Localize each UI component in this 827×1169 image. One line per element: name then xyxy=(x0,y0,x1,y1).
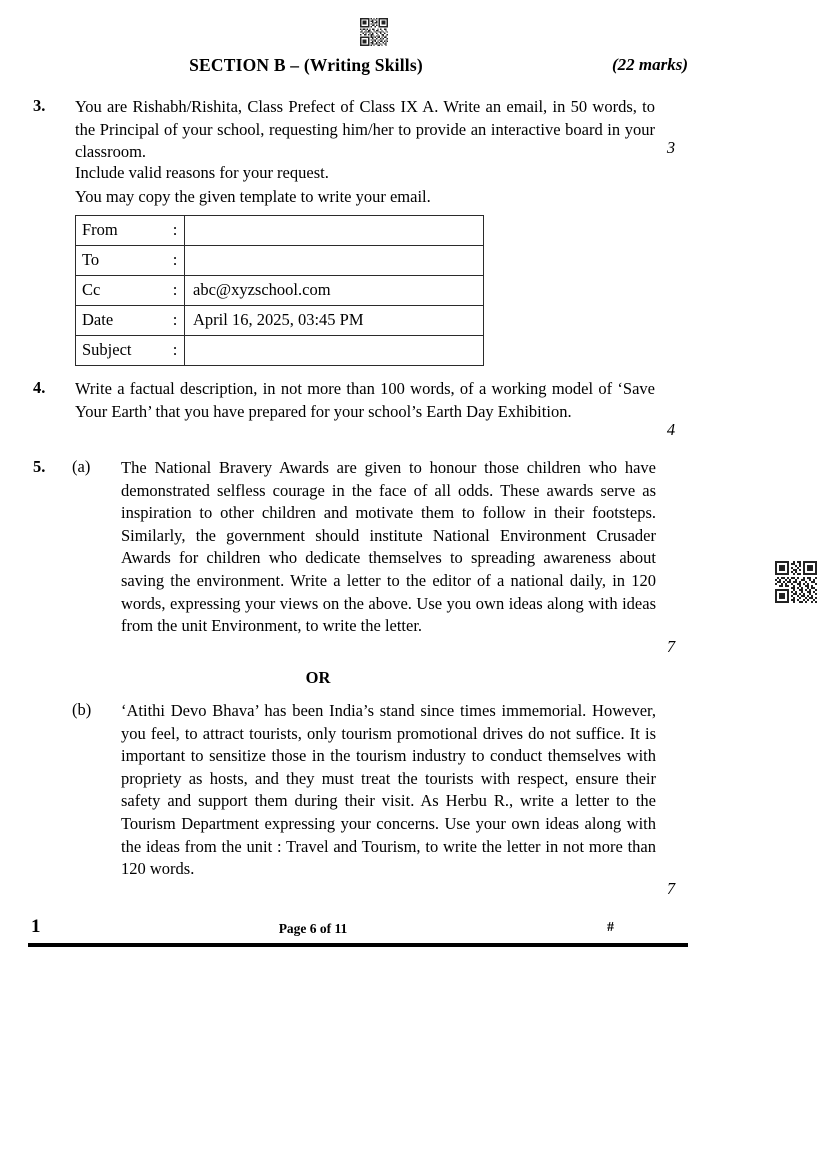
email-field-label-subject: Subject xyxy=(76,336,167,366)
question-5-option-b-marks: 7 xyxy=(666,879,676,898)
or-divider: OR xyxy=(305,668,331,687)
question-3-notes xyxy=(75,161,655,208)
question-5-option-a-text: The National Bravery Awards are given to honour those children who have demonstrated selfless courage in the face of all odds. These awards serve as inspiration to other children and motivate them to follow in their footsteps. Similarly, the government should institute National Environment Crusader Awards for children who dedicate themselves to spreading awareness about saving the environment. Write a letter to the editor of a national daily, in 120 words, expressing your views on the above. Use you own ideas along with ideas from the unit Environment, to write the letter. xyxy=(121,458,656,636)
question-3-text: You are Rishabh/Rishita, Class Prefect of Class IX A. Write an email, in 50 words, to the Principal of your school, requesting him/her to provide an interactive board in your classroom. xyxy=(75,97,655,162)
email-colon-date: : xyxy=(166,306,185,336)
table-row xyxy=(76,306,484,336)
footer-left-number: 1 xyxy=(31,916,41,937)
question-5-number: 5. xyxy=(33,457,46,476)
question-4 xyxy=(28,378,688,423)
question-3-note-1: Include valid reasons for your request. xyxy=(75,163,329,182)
question-4-marks: 4 xyxy=(666,420,676,439)
table-row xyxy=(76,246,484,276)
footer-page-indicator: Page 6 of 11 xyxy=(278,921,348,936)
question-5-option-a-label: (a) xyxy=(72,457,91,476)
question-5 xyxy=(28,457,688,638)
section-header xyxy=(28,55,688,79)
question-4-number: 4. xyxy=(33,378,46,397)
table-row xyxy=(76,276,484,306)
question-3-marks: 3 xyxy=(666,138,676,157)
question-5-option-a-marks: 7 xyxy=(666,637,676,656)
question-3 xyxy=(28,96,688,164)
email-colon-to: : xyxy=(166,246,185,276)
table-row xyxy=(76,216,484,246)
qr-code-icon-side xyxy=(775,561,817,603)
footer-right-marker: # xyxy=(607,920,614,935)
question-5-option-b xyxy=(28,700,688,881)
email-template-table xyxy=(75,215,484,366)
email-field-value-to[interactable] xyxy=(185,246,484,276)
email-colon-subject: : xyxy=(166,336,185,366)
question-5-option-b-label: (b) xyxy=(72,700,92,719)
email-field-value-from[interactable] xyxy=(185,216,484,246)
question-5-option-b-text: ‘Atithi Devo Bhava’ has been India’s stand since times immemorial. However, you feel, to attract tourists, only tourism promotional drives do not suffice. It is important to sensitize those in the tourism industry to conduct themselves with propriety as hosts, and they must treat the tourists with respect, ensure their safety and support them during their visit. As Herbu R., write a letter to the Tourism Department expressing your concerns. Use your own ideas along with the ideas from the unit : Travel and Tourism, to write the letter in not more than 120 words. xyxy=(121,701,656,879)
table-row xyxy=(76,336,484,366)
page-footer xyxy=(28,916,688,950)
question-3-note-2: You may copy the given template to write your email. xyxy=(75,186,431,206)
section-marks: (22 marks) xyxy=(611,55,688,74)
section-title: SECTION B – (Writing Skills) xyxy=(189,55,423,75)
email-colon-cc: : xyxy=(166,276,185,306)
question-3-number: 3. xyxy=(33,96,46,115)
email-template-body xyxy=(76,216,484,366)
email-field-value-date[interactable]: April 16, 2025, 03:45 PM xyxy=(185,306,484,336)
question-4-text: Write a factual description, in not more than 100 words, of a working model of ‘Save Your Earth’ that you have prepared for your school’s Earth Day Exhibition. xyxy=(75,379,655,421)
footer-divider xyxy=(28,943,688,947)
email-field-label-cc: Cc xyxy=(76,276,167,306)
email-field-label-to: To xyxy=(76,246,167,276)
email-field-label-from: From xyxy=(76,216,167,246)
email-field-value-cc[interactable]: abc@xyzschool.com xyxy=(185,276,484,306)
email-field-label-date: Date xyxy=(76,306,167,336)
qr-code-icon-top xyxy=(360,18,388,46)
email-field-value-subject[interactable] xyxy=(185,336,484,366)
email-colon-from: : xyxy=(166,216,185,246)
